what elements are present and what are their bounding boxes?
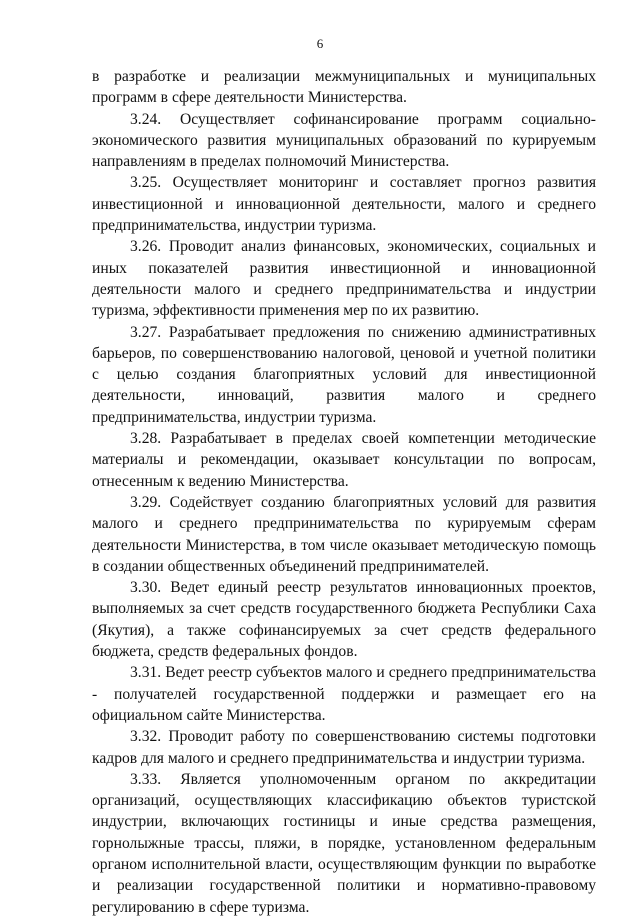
paragraph-3-31: 3.31. Ведет реестр субъектов малого и среднего предпринимательства - получателей государственной поддержки и размещает его на официальном сайте Министерства. bbox=[92, 664, 596, 724]
paragraph-3-33: 3.33. Является уполномоченным органом по аккредитации организаций, осуществляющих классификацию объектов туристской индустрии, включающих гостиницы и иные средства размещения, горнолыжные трассы, пляжи, в порядке, установленном федеральным органом исполнительной власти, осуществляющим функции по выработке и реализации государственной политики и нормативно-правовому регулированию в сфере туризма. bbox=[92, 770, 596, 916]
paragraph-3-25: 3.25. Осуществляет мониторинг и составляет прогноз развития инвестиционной и инновационной деятельности, малого и среднего предпринимательства, индустрии туризма. bbox=[92, 174, 596, 235]
paragraph-continuation: в разработке и реализации межмуниципальных и муниципальных программ в сфере деятельности Министерства. bbox=[92, 68, 596, 107]
document-body bbox=[92, 66, 596, 918]
paragraph-3-27: 3.27. Разрабатывает предложения по снижению административных барьеров, по совершенствованию налоговой, ценовой и учетной политики с целью создания благоприятных условий для инвестиционной деятельности, инноваций, развития малого и среднего предпринимательства, индустрии туризма. bbox=[92, 323, 596, 426]
paragraph-3-28: 3.28. Разрабатывает в пределах своей компетенции методические материалы и рекомендации, оказывает консультации по вопросам, отнесенным к ведению Министерства. bbox=[92, 430, 596, 490]
paragraph-3-29: 3.29. Содействует созданию благоприятных условий для развития малого и среднего предпринимательства по курируемым сферам деятельности Министерства, в том числе оказывает методическую помощь в создании общественных объединений предпринимателей. bbox=[92, 493, 596, 575]
paragraph-3-32: 3.32. Проводит работу по совершенствованию системы подготовки кадров для малого и среднего предпринимательства и индустрии туризма. bbox=[92, 728, 596, 767]
paragraph-3-26: 3.26. Проводит анализ финансовых, экономических, социальных и иных показателей развития инвестиционной и инновационной деятельности малого и среднего предпринимательства и индустрии туризма, эффективности применения мер по их развитию. bbox=[92, 238, 596, 320]
page-number: 6 bbox=[316, 36, 324, 51]
paragraph-3-24: 3.24. Осуществляет софинансирование программ социально-экономического развития муниципальных образований по курируемым направлениям в пределах полномочий Министерства. bbox=[92, 110, 596, 171]
paragraph-3-30: 3.30. Ведет единый реестр результатов инновационных проектов, выполняемых за счет средств государственного бюджета Республики Саха (Якутия), а также софинансируемых за счет средств федерального бюджета, средств федеральных фондов. bbox=[92, 579, 596, 661]
